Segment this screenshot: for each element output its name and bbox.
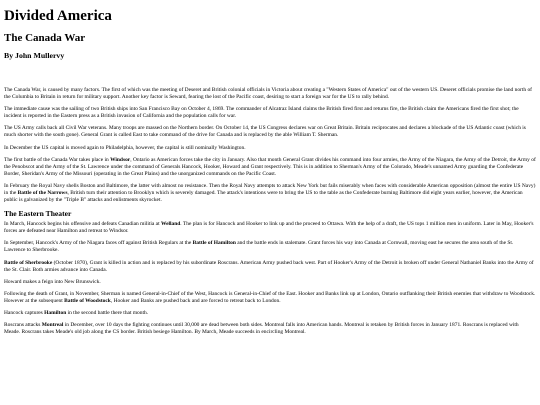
eastern-theater-section: [4, 221, 536, 336]
page-subtitle: The Canada War: [4, 32, 86, 44]
paragraph: The first battle of the Canada War takes place in Windsor, Ontario as American forces take the city in January. Also that month General Grant divides his command into four armies, the Army of the Niagara, the Army of the Detroit, the Army of the Penobscot and the Army of the St. Lawrence under the command of Generals Hancock, Hooker, Howard and Grant respectively. This is in addition to Sherman's Army of the Colorado, Meade's unnamed Army guarding the Confederate Border, Sheridan's Army of the Missouri (operating in the Great Plains) and the unorganized commands on the Pacific Coast.: [4, 156, 536, 177]
bold-term: Windsor: [110, 156, 131, 163]
bold-term: Battle of Hamilton: [192, 240, 236, 247]
paragraph: In March, Hancock begins his offensive and defeats Canadian militia at Welland. The plan is for Hancock and Hooker to link up and the proceed to Ottawa. With the help of a draft, the US tops 1 million men in uniform. Later in May, Hooker's forces are defeated near Hamilton and retreat to Windsor.: [4, 221, 534, 235]
bold-term: Battle of Woodstock: [64, 297, 111, 304]
paragraph: In December the US capital is moved again to Philadelphia, however, the capital is still nominally Washington.: [4, 144, 246, 151]
paragraph: The US Army calls back all Civil War veterans. Many troops are massed on the Northern border. On October 14, the US Congress declares war on Great Britain. Britain reciprocates and declares a blockade of the US Atlantic coast (which is much shorter with the south gone). General Grant is called East to take command of the drive for Canada and is replaced by the able William T. Sherman.: [4, 125, 526, 139]
paragraph: Roscrans attacks Montreal in December, over 10 days the fighting continues until 30,000 are dead between both sides. Montreal falls into American hands. Montreal is retaken by British forces in January 1871. Roscrans is replaced with Meade. Roscrans takes Meade's old job along the CS border. British besiege Hamilton. By March, Meade succeeds in encircling Montreal.: [4, 322, 519, 336]
bold-term: Battle of Sherbrooke: [4, 259, 53, 266]
paragraph: The Canada War, is caused by many factors. The first of which was the meeting of Deseret and British colonial officials in Victoria about creating a "Western States of America" out of the western US. Deseret officials promise the land north of the Columbia to Britain in return for military support. Another key factor is Seward, fearing the lost of the Pacific coast, desiring to start a foreign war for the US to rally behind.: [4, 87, 532, 100]
paragraph: The immediate cause was the sailing of two British ships into San Francisco Bay on October 4, 1869. The commander of Alcatraz Island claims the British fired first and returns fire, the British claim the Americans fired the first shot; the incident is reported in the Eastern press as a British invasion of California and the population calls for war.: [4, 106, 519, 120]
bold-term: Battle of the Narrows: [17, 189, 68, 196]
bold-term: Welland: [160, 221, 181, 228]
paragraph: Battle of Sherbrooke (October 1870), Grant is killed in action and is replaced by his subordinate Roscrans. American Army pushed back west. Part of Hooker's Army of the Detroit is broken off under General Nathaniel Banks into the Army of the St. Clair. Both armies advance into Canada.: [4, 259, 534, 273]
bold-term: Hamilton: [44, 310, 67, 317]
bold-term: Montreal: [41, 322, 64, 329]
intro-section: [4, 87, 536, 204]
paragraph: Hancock captures Hamilton in the second battle there that month.: [4, 310, 149, 317]
paragraph: Howard makes a feign into New Brunswick.: [4, 278, 101, 285]
author-byline: By John Mullervy: [4, 51, 65, 60]
section-heading: The Eastern Theater: [4, 209, 72, 219]
paragraph: In September, Hancock's Army of the Niagara faces off against British Regulars at the Battle of Hamilton and the battle ends in stalemate. Grant forces his way into Canada at Cornwall, moving east he secures the area south of the St. Lawrence to Sherbrooke.: [4, 240, 514, 254]
page-title: Divided America: [4, 8, 112, 24]
paragraph: In February the Royal Navy shells Boston and Baltimore, the latter with almost no resistance. Then the Royal Navy attempts to attack New York but fails miserably when faces with considerable American opposition (almost the entire US Navy) in the Battle of the Narrows, British turn their attention to Brooklyn which is severely damaged. The attack's intentions were to bring the US to the table as the Confederate burning Baltimore did eight years earlier, however, the American public is galvanized by the "Triple B" attacks and enlistments skyrocket.: [4, 182, 536, 203]
paragraph: Following the death of Grant, in November, Sherman is named General-in-Chief of the West, Hancock is General-in-Chief of the East. Hooker and Banks link up at London, Ontario outflanking their British enemies that withdraw to Woodstock. However at the subsequent Battle of Woodstock, Hooker and Banks are pushed back and are forced to retreat back to London.: [4, 290, 536, 304]
